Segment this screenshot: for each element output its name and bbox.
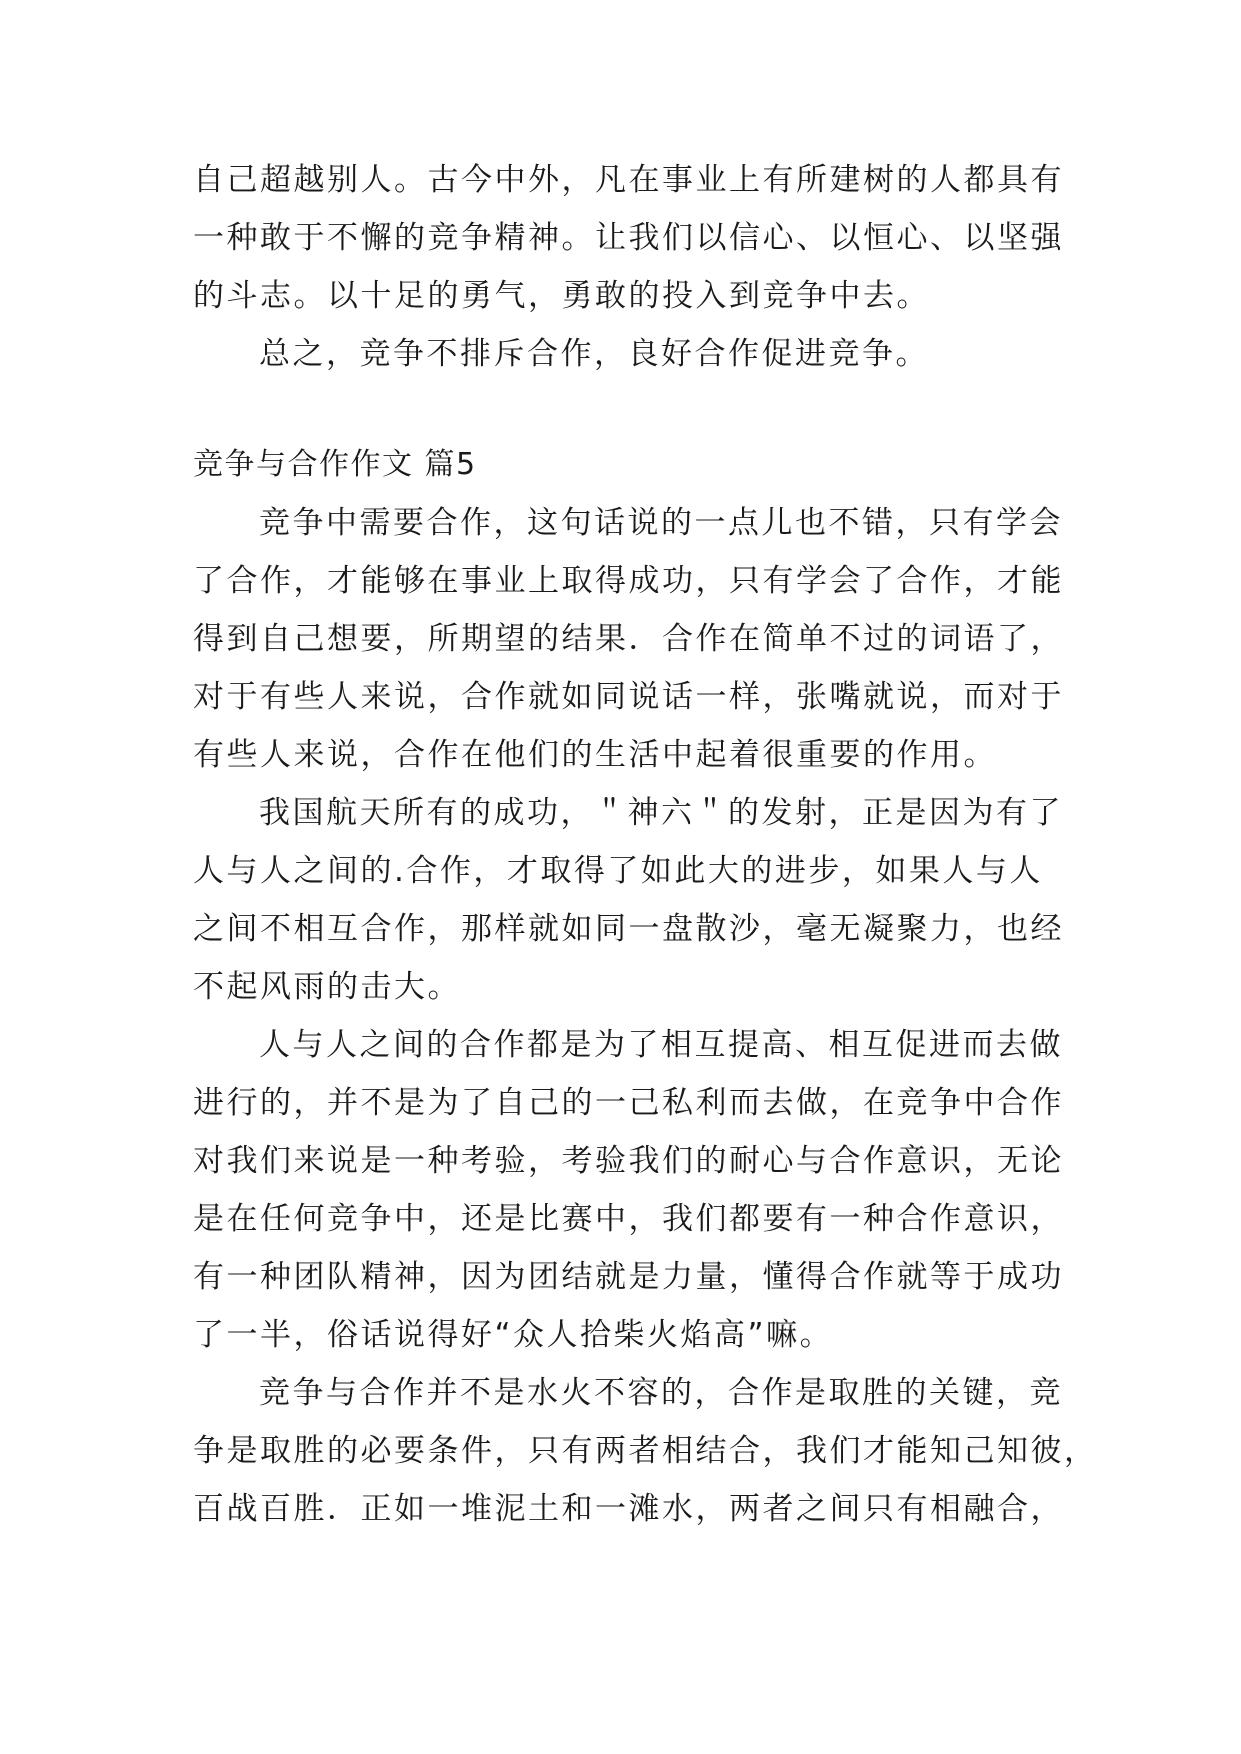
paragraph-first-line: 竞争与合作并不是水火不容的，合作是取胜的关键，竞 bbox=[259, 1375, 1063, 1411]
text-line: 了合作，才能够在事业上取得成功，只有学会了合作，才能 bbox=[193, 563, 1064, 599]
paragraph-first-line: 竞争中需要合作，这句话说的一点儿也不错，只有学会 bbox=[259, 505, 1063, 541]
text-line: 争是取胜的必要条件，只有两者相结合，我们才能知己知彼， bbox=[193, 1433, 1098, 1469]
text-line: 人与人之间的.合作，才取得了如此大的进步，如果人与人 bbox=[193, 853, 1043, 889]
paragraph-first-line: 总之，竞争不排斥合作，良好合作促进竞争。 bbox=[259, 336, 929, 372]
text-line: 不起风雨的击大。 bbox=[193, 969, 461, 1005]
text-line: 有些人来说，合作在他们的生活中起着很重要的作用。 bbox=[193, 737, 997, 773]
text-line: 有一种团队精神，因为团结就是力量，懂得合作就等于成功 bbox=[193, 1259, 1064, 1295]
text-line: 的斗志。以十足的勇气，勇敢的投入到竞争中去。 bbox=[193, 278, 930, 314]
paragraph-first-line: 我国航天所有的成功，＂神六＂的发射，正是因为有了 bbox=[259, 795, 1063, 831]
section-heading: 竞争与合作作文 篇5 bbox=[193, 447, 477, 482]
text-line: 是在任何竞争中，还是比赛中，我们都要有一种合作意识， bbox=[193, 1201, 1064, 1237]
text-line: 了一半，俗话说得好“众人拾柴火焰高”嘛。 bbox=[193, 1317, 834, 1353]
text-line: 之间不相互合作，那样就如同一盘散沙，毫无凝聚力，也经 bbox=[193, 911, 1064, 947]
text-line: 自己超越别人。古今中外，凡在事业上有所建树的人都具有 bbox=[193, 162, 1064, 198]
text-line: 百战百胜．正如一堆泥土和一滩水，两者之间只有相融合， bbox=[193, 1491, 1064, 1527]
text-line: 对我们来说是一种考验，考验我们的耐心与合作意识，无论 bbox=[193, 1143, 1064, 1179]
text-line: 得到自己想要，所期望的结果．合作在简单不过的词语了， bbox=[193, 621, 1064, 657]
paragraph-first-line: 人与人之间的合作都是为了相互提高、相互促进而去做 bbox=[259, 1027, 1063, 1063]
text-line: 一种敢于不懈的竞争精神。让我们以信心、以恒心、以坚强 bbox=[193, 220, 1064, 256]
text-line: 进行的，并不是为了自己的一己私利而去做，在竞争中合作 bbox=[193, 1085, 1064, 1121]
text-line: 对于有些人来说，合作就如同说话一样，张嘴就说，而对于 bbox=[193, 679, 1064, 715]
